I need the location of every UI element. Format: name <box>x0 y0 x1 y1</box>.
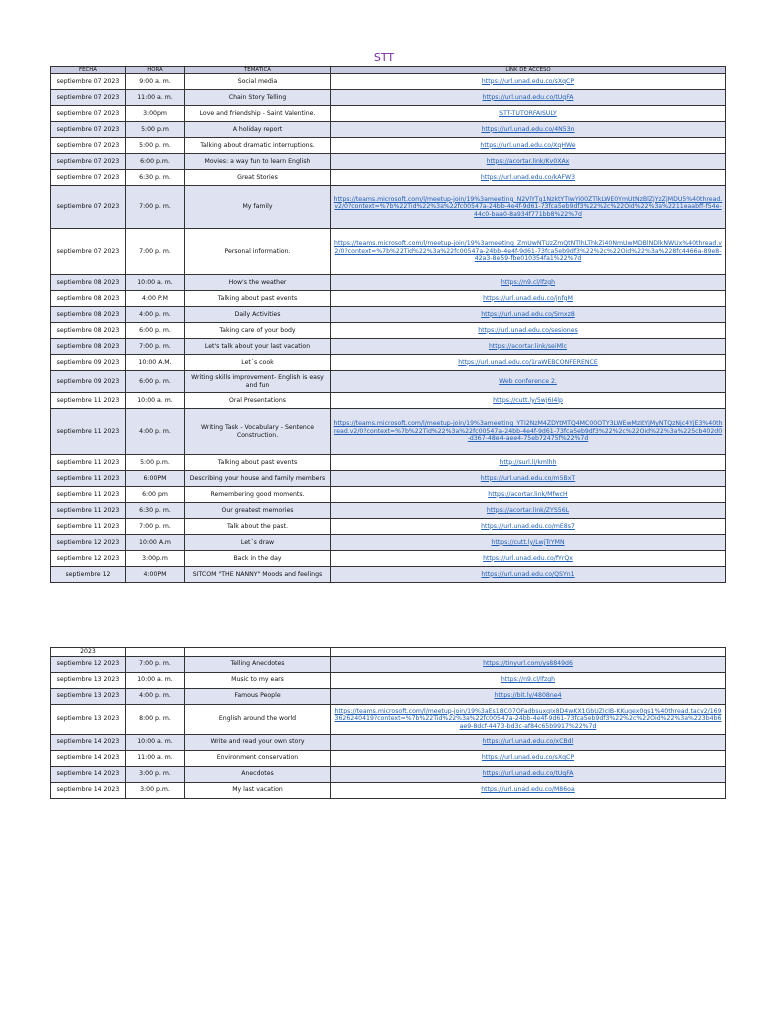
header-topic: TEMÁTICA <box>185 67 331 74</box>
link-cell <box>331 648 726 657</box>
topic-cell: Let´s cook <box>185 355 331 371</box>
time-cell: 10:00 a. m. <box>126 672 185 688</box>
date-cell: septiembre 11 2023 <box>51 471 126 487</box>
header-link: LINK DE ACCESO <box>331 67 726 74</box>
table-row <box>51 487 726 503</box>
time-cell: 6:30 p. m. <box>126 170 185 186</box>
table-row <box>51 656 726 672</box>
date-cell: septiembre 07 2023 <box>51 229 126 275</box>
date-cell: septiembre 08 2023 <box>51 291 126 307</box>
time-cell: 6:00PM <box>126 471 185 487</box>
link-cell[interactable]: https://cutt.ly/5wj6I4lp <box>331 393 726 409</box>
table-row <box>51 138 726 154</box>
link-cell[interactable]: http://surl.li/kmlhh <box>331 455 726 471</box>
date-cell: septiembre 11 2023 <box>51 503 126 519</box>
time-cell: 6:30 p. m. <box>126 503 185 519</box>
table-row <box>51 567 726 583</box>
topic-cell: Talking about dramatic interruptions. <box>185 138 331 154</box>
table-row <box>51 229 726 275</box>
link-cell[interactable]: STT-TUTORFAISULY <box>331 106 726 122</box>
date-cell: septiembre 12 2023 <box>51 551 126 567</box>
link-cell[interactable]: https://cutt.ly/LwjTrYMN <box>331 535 726 551</box>
link-cell[interactable]: https://tinyurl.com/ys8849d6 <box>331 656 726 672</box>
time-cell: 9:00 a. m. <box>126 74 185 90</box>
link-cell[interactable]: https://url.unad.edu.co/M86oa <box>331 782 726 798</box>
table-row <box>51 648 726 657</box>
date-cell: septiembre 07 2023 <box>51 138 126 154</box>
table-row <box>51 339 726 355</box>
time-cell: 10:00 a. m. <box>126 393 185 409</box>
header-time: HORA <box>126 67 185 74</box>
topic-cell: Personal information. <box>185 229 331 275</box>
topic-cell: Describing your house and family members <box>185 471 331 487</box>
time-cell: 11:00 a. m. <box>126 750 185 766</box>
topic-cell: Our greatest memories <box>185 503 331 519</box>
topic-cell: Let´s draw <box>185 535 331 551</box>
topic-cell: How's the weather <box>185 275 331 291</box>
topic-cell: Music to my ears <box>185 672 331 688</box>
time-cell: 4:00 p. m. <box>126 409 185 455</box>
table-row <box>51 503 726 519</box>
table-row <box>51 409 726 455</box>
date-cell: septiembre 07 2023 <box>51 90 126 106</box>
topic-cell: Environment conservation <box>185 750 331 766</box>
link-cell[interactable]: https://teams.microsoft.com/l/meetup-join/19%3ameeting_ZmUwNTUzZmQtNTlhLThkZi40NmUwMDBlNDlkNWUx%40thread.v2/0?context=%7b%22Tid%22%3a%22fc00547a-24bb-4e4f-9d61-73fca5eb9df3%22%2c%22Oid%22%3a%228fc4466a-89e8-42a3-8e59-fbe010354fa1%22%7d <box>331 229 726 275</box>
table-row <box>51 275 726 291</box>
schedule-table-2 <box>50 647 726 799</box>
table-row <box>51 186 726 229</box>
time-cell: 3:00 p.m. <box>126 782 185 798</box>
topic-cell: Back in the day <box>185 551 331 567</box>
link-cell[interactable]: https://acortar.link/ZYS56L <box>331 503 726 519</box>
link-cell[interactable]: https://url.unad.edu.co/tUqFA <box>331 90 726 106</box>
time-cell: 7:00 p. m. <box>126 229 185 275</box>
time-cell: 10:00 A.m <box>126 535 185 551</box>
time-cell: 3:00p.m <box>126 551 185 567</box>
header-row <box>51 67 726 74</box>
table-row <box>51 74 726 90</box>
date-cell: septiembre 09 2023 <box>51 371 126 393</box>
topic-cell: My last vacation <box>185 782 331 798</box>
link-cell[interactable]: https://url.unad.edu.co/1raWEBCONFERENCE <box>331 355 726 371</box>
date-cell: septiembre 08 2023 <box>51 307 126 323</box>
table-row <box>51 750 726 766</box>
link-cell[interactable]: https://url.unad.edu.co/sesiones <box>331 323 726 339</box>
time-cell: 8:00 p. m. <box>126 704 185 734</box>
link-cell[interactable]: https://url.unad.edu.co/QSYn1 <box>331 567 726 583</box>
date-cell: septiembre 14 2023 <box>51 750 126 766</box>
topic-cell: Remembering good moments. <box>185 487 331 503</box>
time-cell: 4:00 p. m. <box>126 307 185 323</box>
topic-cell: Talking about past events <box>185 291 331 307</box>
date-cell: septiembre 07 2023 <box>51 74 126 90</box>
page-title: STT <box>373 51 395 64</box>
date-cell: septiembre 13 2023 <box>51 688 126 704</box>
link-cell[interactable]: https://url.unad.edu.co/Smxz8 <box>331 307 726 323</box>
table-row <box>51 371 726 393</box>
topic-cell: Social media <box>185 74 331 90</box>
time-cell: 6:00 pm <box>126 487 185 503</box>
time-cell: 10:00 a. m. <box>126 275 185 291</box>
date-cell: septiembre 14 2023 <box>51 782 126 798</box>
topic-cell: Anecdotes <box>185 766 331 782</box>
table-row <box>51 688 726 704</box>
link-cell[interactable]: https://teams.microsoft.com/l/meetup-join/19%3aEs18C07OFadbsuxqIx8D4wKX1GbUZIcIB-KKugex0qs1%40thread.tacv2/1693626240419?context=%7b%22Tid%22%3a%22fc00547a-24bb-4e4f-9d61-73fca5eb9df3%22%2c%22Oid%22%3a%223b4b6ae9-8dcf-4473-bd3c-af84c65b9917%22%7d <box>331 704 726 734</box>
table-row <box>51 672 726 688</box>
table-row <box>51 704 726 734</box>
date-cell: septiembre 08 2023 <box>51 275 126 291</box>
date-cell: septiembre 11 2023 <box>51 519 126 535</box>
table-row <box>51 170 726 186</box>
table-row <box>51 766 726 782</box>
table-row <box>51 323 726 339</box>
time-cell: 5:00 p.m. <box>126 455 185 471</box>
link-cell[interactable]: https://url.unad.edu.co/mE8s7 <box>331 519 726 535</box>
time-cell: 4:00 P.M <box>126 291 185 307</box>
time-cell: 11:00 a. m. <box>126 90 185 106</box>
time-cell: 4:00 p. m. <box>126 688 185 704</box>
topic-cell: SITCOM "THE NANNY" Moods and feelings <box>185 567 331 583</box>
table-row <box>51 307 726 323</box>
table-row <box>51 393 726 409</box>
link-cell[interactable]: https://acortar.link/Kv0XAx <box>331 154 726 170</box>
link-cell[interactable]: https://url.unad.edu.co/XqHWe <box>331 138 726 154</box>
topic-cell: A holiday report <box>185 122 331 138</box>
topic-cell: My family <box>185 186 331 229</box>
table-row <box>51 782 726 798</box>
link-cell[interactable]: https://acortar.link/seiMlc <box>331 339 726 355</box>
header-date: FECHA <box>51 67 126 74</box>
date-cell: septiembre 14 2023 <box>51 734 126 750</box>
date-cell: septiembre 11 2023 <box>51 487 126 503</box>
date-cell: septiembre 13 2023 <box>51 672 126 688</box>
link-cell[interactable]: https://url.unad.edu.co/xCBdl <box>331 734 726 750</box>
date-cell: septiembre 08 2023 <box>51 339 126 355</box>
link-cell[interactable]: https://bit.ly/4808ne4 <box>331 688 726 704</box>
topic-cell: Taking care of your body <box>185 323 331 339</box>
topic-cell: Movies: a way fun to learn English <box>185 154 331 170</box>
date-cell: septiembre 11 2023 <box>51 455 126 471</box>
table-row <box>51 471 726 487</box>
date-cell: septiembre 07 2023 <box>51 122 126 138</box>
topic-cell: English around the world <box>185 704 331 734</box>
link-cell[interactable]: https://url.unad.edu.co/jnfgM <box>331 291 726 307</box>
time-cell: 10:00 a. m. <box>126 734 185 750</box>
date-cell: septiembre 07 2023 <box>51 106 126 122</box>
time-cell: 7:00 p. m. <box>126 656 185 672</box>
time-cell: 4:00PM <box>126 567 185 583</box>
topic-cell: Love and friendship - Saint Valentine. <box>185 106 331 122</box>
topic-cell: Talking about past events <box>185 455 331 471</box>
table-row <box>51 154 726 170</box>
table-row <box>51 90 726 106</box>
date-cell: septiembre 12 2023 <box>51 535 126 551</box>
date-cell: septiembre 11 2023 <box>51 409 126 455</box>
date-cell: 2023 <box>51 648 126 657</box>
date-cell: septiembre 11 2023 <box>51 393 126 409</box>
link-cell[interactable]: https://url.unad.edu.co/kAFW3 <box>331 170 726 186</box>
date-cell: septiembre 07 2023 <box>51 154 126 170</box>
table-row <box>51 734 726 750</box>
link-cell[interactable]: https://acortar.link/MfwcH <box>331 487 726 503</box>
schedule-table-1 <box>50 66 726 583</box>
time-cell: 7:00 p. m. <box>126 519 185 535</box>
date-cell: septiembre 13 2023 <box>51 704 126 734</box>
link-cell[interactable]: https://url.unad.edu.co/fYrQx <box>331 551 726 567</box>
table-row <box>51 535 726 551</box>
topic-cell: Let's talk about your last vacation <box>185 339 331 355</box>
table-row <box>51 122 726 138</box>
link-cell[interactable]: https://teams.microsoft.com/l/meetup-join/19%3ameeting_N2VlYTg1NzktYTIwYi00ZTlkLWE0YmUtNzBlZjYzZjMDU5%40thread.v2/0?context=%7b%22Tid%22%3a%22fc00547a-24bb-4e4f-9d61-73fca5eb9df3%22%2c%22Oid%22%3a%2211eaabff-f54e-44c0-baa0-8a934f771bb8%22%7d <box>331 186 726 229</box>
table-row <box>51 519 726 535</box>
link-cell[interactable]: https://url.unad.edu.co/sXqCP <box>331 750 726 766</box>
link-cell[interactable]: https://n9.cl/lfzgh <box>331 275 726 291</box>
link-cell[interactable]: https://url.unad.edu.co/sXqCP <box>331 74 726 90</box>
topic-cell: Oral Presentations <box>185 393 331 409</box>
date-cell: septiembre 08 2023 <box>51 323 126 339</box>
time-cell: 10:00 A.M. <box>126 355 185 371</box>
topic-cell: Writing skills improvement- English is easy and fun <box>185 371 331 393</box>
link-cell[interactable]: https://url.unad.edu.co/tUqFA <box>331 766 726 782</box>
link-cell[interactable]: https://teams.microsoft.com/l/meetup-join/19%3ameeting_YTI2NzM4ZDYtMTQ4MC00OTY3LWEwMzItYjMyNTQzNjc4YjE3%40thread.v2/0?context=%7b%22Tid%22%3a%22fc00547a-24bb-4e4f-9d61-73fca5eb9df3%22%2c%22Oid%22%3a%225cb402d0-d367-48e4-aee4-75eb72475f%22%7d <box>331 409 726 455</box>
date-cell: septiembre 12 2023 <box>51 656 126 672</box>
link-cell[interactable]: https://url.unad.edu.co/m5BxT <box>331 471 726 487</box>
time-cell: 5:00 p.m <box>126 122 185 138</box>
topic-cell: Famous People <box>185 688 331 704</box>
time-cell <box>126 648 185 657</box>
date-cell: septiembre 12 <box>51 567 126 583</box>
time-cell: 6:00 p. m. <box>126 323 185 339</box>
time-cell: 7:00 p. m. <box>126 186 185 229</box>
link-cell[interactable]: Web conference 2. <box>331 371 726 393</box>
table-row <box>51 291 726 307</box>
date-cell: septiembre 09 2023 <box>51 355 126 371</box>
table-row <box>51 106 726 122</box>
topic-cell: Chain Story Telling <box>185 90 331 106</box>
table-row <box>51 455 726 471</box>
table-row <box>51 551 726 567</box>
topic-cell: Writing Task - Vocabulary - Sentence Construction. <box>185 409 331 455</box>
date-cell: septiembre 07 2023 <box>51 170 126 186</box>
time-cell: 3:00 p. m. <box>126 766 185 782</box>
topic-cell: Write and read your own story <box>185 734 331 750</box>
time-cell: 7:00 p. m. <box>126 339 185 355</box>
time-cell: 5:00 p. m. <box>126 138 185 154</box>
topic-cell: Talk about the past. <box>185 519 331 535</box>
link-cell[interactable]: https://n9.cl/lfzgh <box>331 672 726 688</box>
topic-cell: Telling Anecdotes <box>185 656 331 672</box>
date-cell: septiembre 14 2023 <box>51 766 126 782</box>
topic-cell: Daily Activities <box>185 307 331 323</box>
topic-cell: Great Stories <box>185 170 331 186</box>
date-cell: septiembre 07 2023 <box>51 186 126 229</box>
link-cell[interactable]: https://url.unad.edu.co/4N53n <box>331 122 726 138</box>
time-cell: 6:00 p. m. <box>126 371 185 393</box>
table-row <box>51 355 726 371</box>
time-cell: 6:00 p.m. <box>126 154 185 170</box>
topic-cell <box>185 648 331 657</box>
time-cell: 3:00pm <box>126 106 185 122</box>
